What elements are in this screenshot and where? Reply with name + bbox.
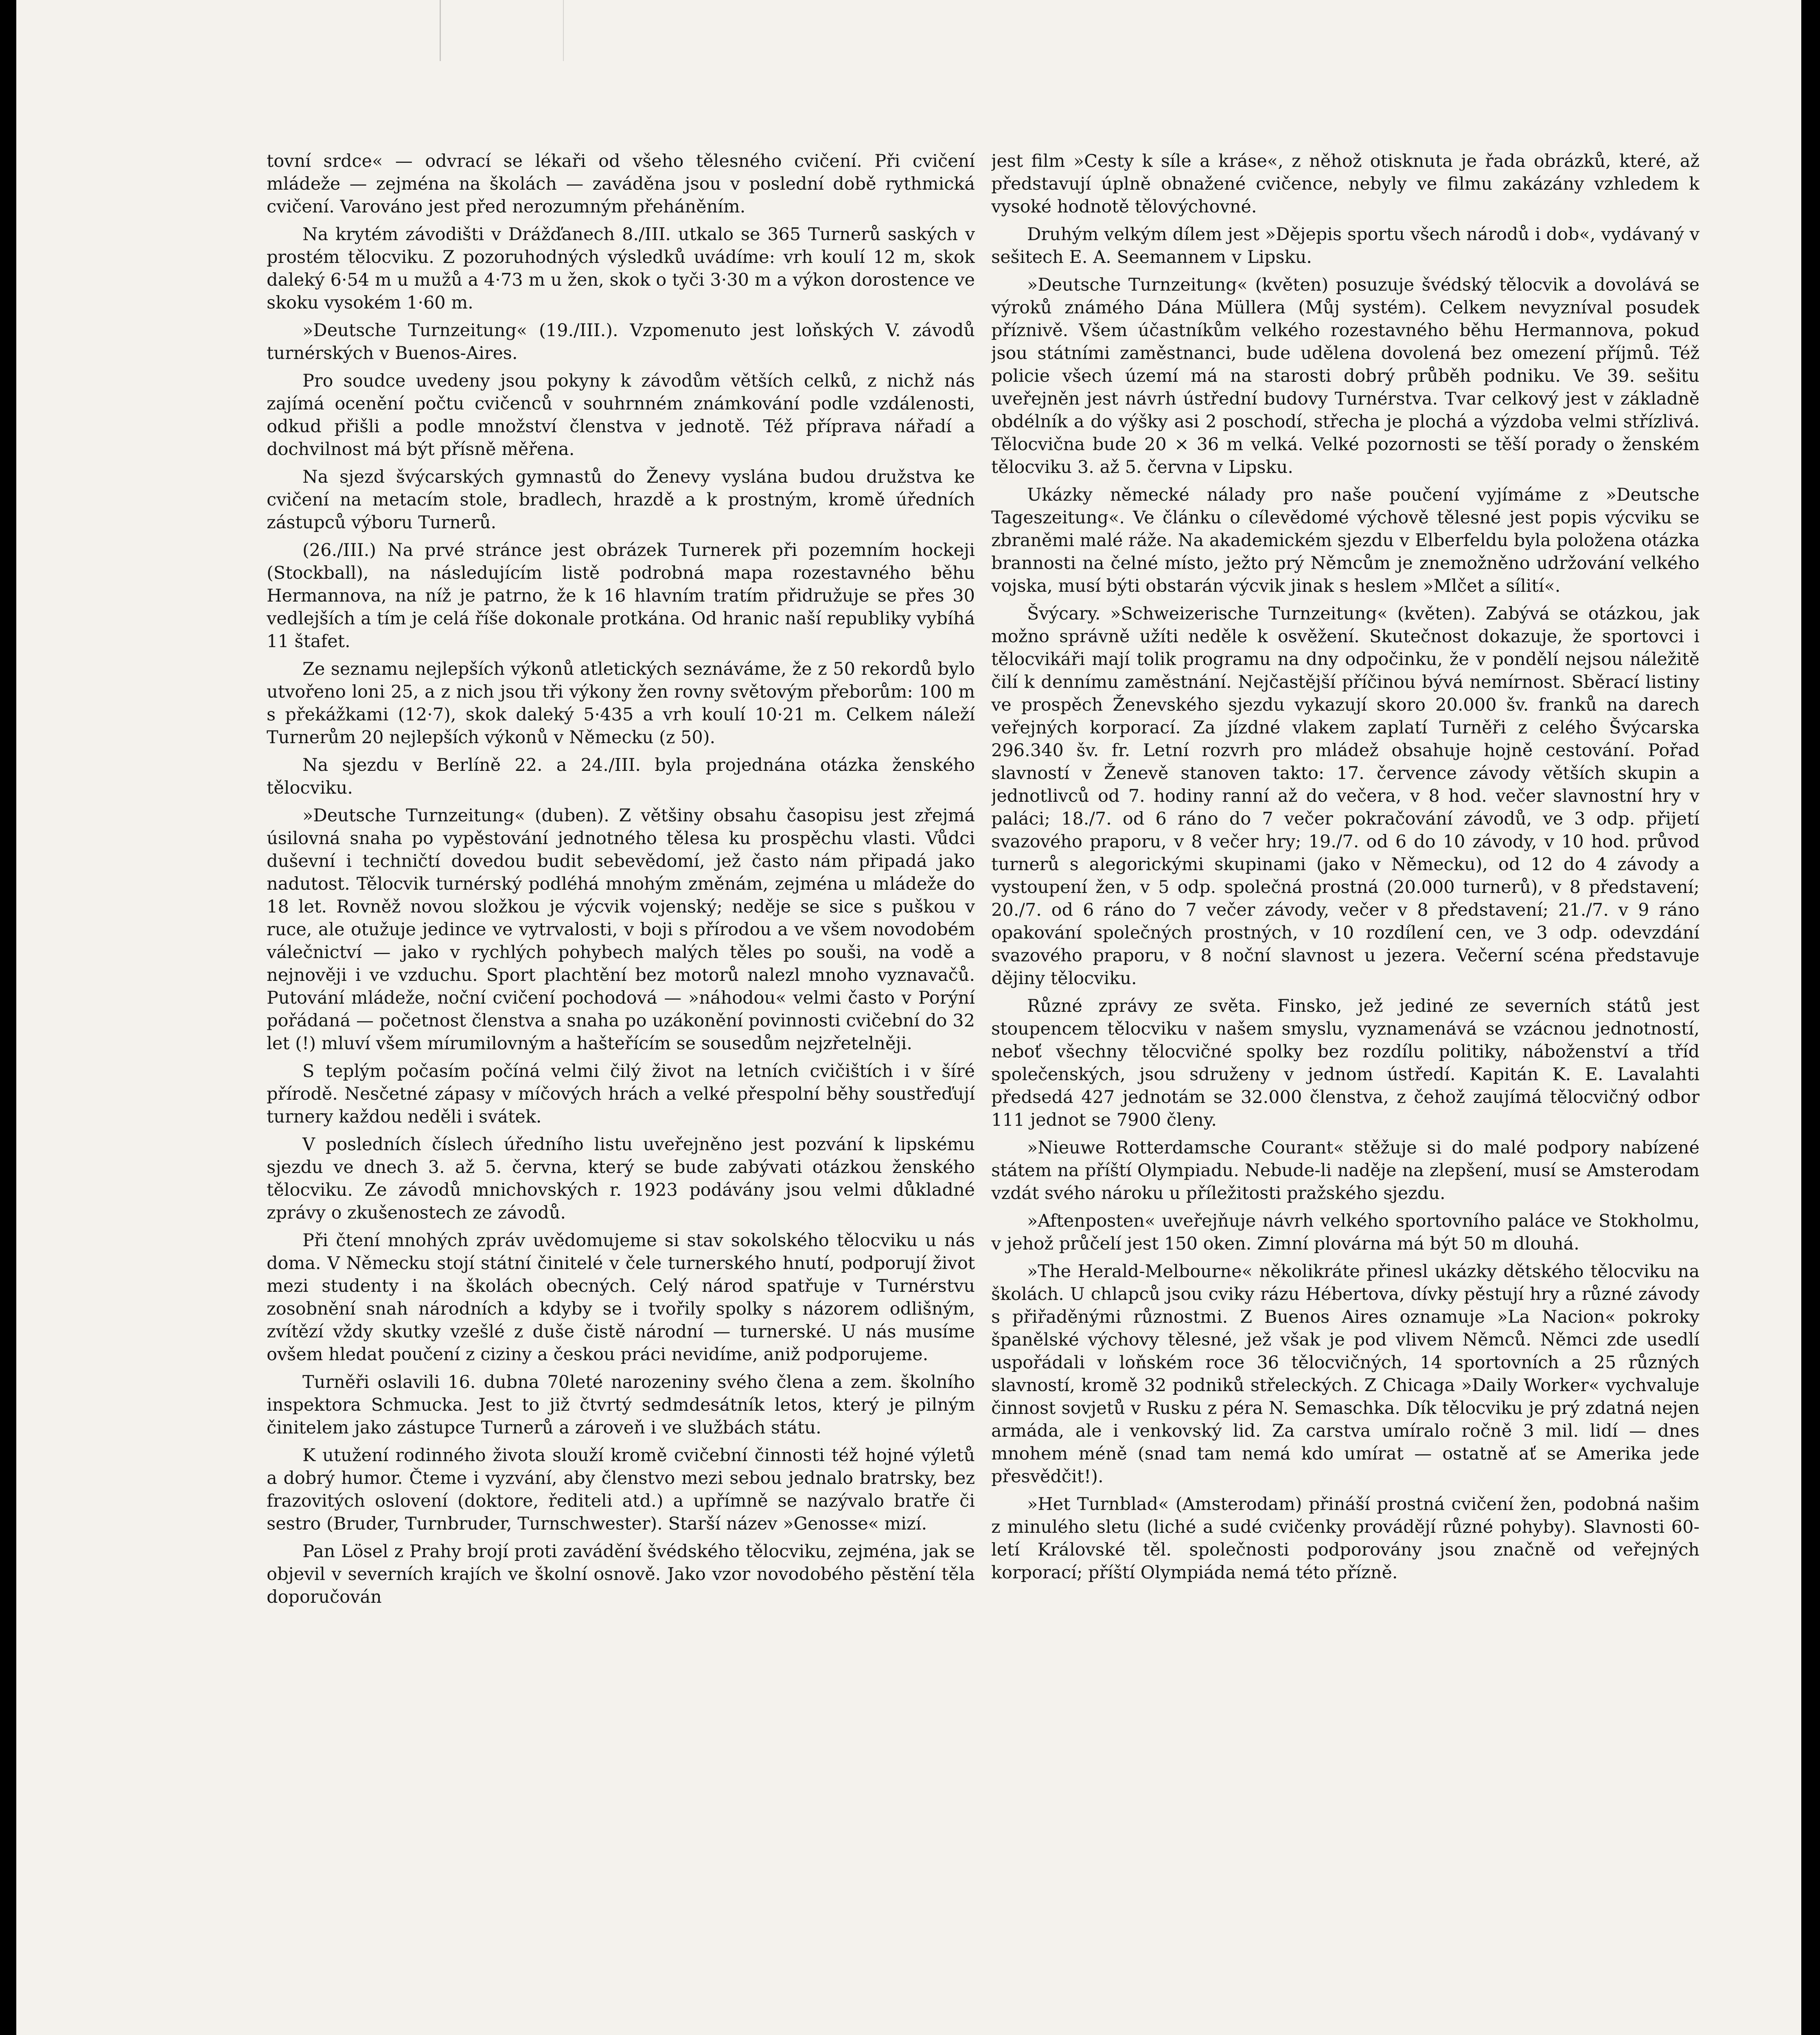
right-paragraph: jest film »Cesty k síle a kráse«, z něhož otisknuta je řada obrázků, které, až představují úplně obnažené cvičence, nebyly ve filmu zakázány vzhledem k vysoké hodnotě tělovýchovné. <box>991 151 1700 217</box>
left-paragraph: »Deutsche Turnzeitung« (19./III.). Vzpomenuto jest loňských V. závodů turnérských v Buenos-Aires. <box>267 320 975 363</box>
left-column <box>267 150 975 2035</box>
left-paragraph: K utužení rodinného života slouží kromě cvičební činnosti též hojné výletů a dobrý humor. Čteme i vyzvání, aby členstvo mezi sebou jednalo bratrsky, bez frazovitých oslovení (doktore, řediteli atd.) a upřímně se nazývalo bratře či sestro (Bruder, Turnbruder, Turnschwester). Starší název »Genosse« mizí. <box>267 1445 975 1534</box>
right-paragraph: Druhým velkým dílem jest »Dějepis sportu všech národů i dob«, vydávaný v sešitech E. A. Seemannem v Lipsku. <box>991 224 1700 267</box>
right-paragraph: »Nieuwe Rotterdamsche Courant« stěžuje si do malé podpory nabízené státem na příští Olympiadu. Nebude-li naděje na zlepšení, musí se Amsterodam vzdát svého nároku u příležitosti pražského sjezdu. <box>991 1138 1700 1203</box>
left-paragraph: »Deutsche Turnzeitung« (duben). Z většiny obsahu časopisu jest zřejmá úsilovná snaha po vypěstování jednotného tělesa ku prospěchu vlasti. Vůdci duševní i techničtí dovedou budit sebevědomí, jež často nám připadá jako nadutost. Tělocvik turnérský podléhá mnohým změnám, zejména u mládeže do 18 let. Rovněž novou složkou je výcvik vojenský; neděje se sice s puškou v ruce, ale otužuje jedince ve vytrvalosti, v boji s přírodou a ve všem novodobém válečnictví — jako v rychlých pohybech malých těles po souši, na vodě a nejnověji i ve vzduchu. Sport plachtění bez motorů nalezl mnoho vyznavačů. Putování mládeže, noční cvičení pochodová — »náhodou« velmi často v Porýní pořádaná — početnost členstva a snaha po uzákonění povinnosti cvičební do 32 let (!) mluví všem mírumilovným a hašteřícím se sousedům nejzřetelněji. <box>267 805 975 1054</box>
left-paragraph: S teplým počasím počíná velmi čilý život na letních cvičištích i v šíré přírodě. Nesčetné zápasy v míčových hrách a velké přespolní běhy soustřeďují turnery každou neděli i svátek. <box>267 1061 975 1127</box>
left-paragraph: Turněři oslavili 16. dubna 70leté narozeniny svého člena a zem. školního inspektora Schmucka. Jest to již čtvrtý sedmdesátník letos, který je pilným činitelem jako zástupce Turnerů a zároveň i ve službách státu. <box>267 1372 975 1438</box>
left-paragraph: Ze seznamu nejlepších výkonů atletických seznáváme, že z 50 rekordů bylo utvořeno loni 25, a z nich jsou tři výkony žen rovny světovým přeborům: 100 m s překážkami (12·7), skok daleký 5·435 a vrh koulí 10·21 m. Celkem náleží Turnerům 20 nejlepších výkonů v Německu (z 50). <box>267 659 975 748</box>
left-paragraph: Pan Lösel z Prahy brojí proti zavádění švédského tělocviku, zejména, jak se objevil v severních krajích ve školní osnově. Jako vzor novodobého pěstění těla doporučován <box>267 1541 975 1607</box>
right-paragraph: Různé zprávy ze světa. Finsko, jež jediné ze severních států jest stoupencem tělocviku v našem smyslu, vyznamenává se vzácnou jednotností, neboť všechny tělocvičné spolky bez rozdílu politiky, náboženství a tříd společenských, jsou sdruženy v jednom ústředí. Kapitán K. E. Lavalahti předsedá 427 jednotám se 32.000 členstva, z čehož zaujímá tělocvičný odbor 111 jednot se 7900 členy. <box>991 996 1700 1130</box>
left-paragraph: V posledních číslech úředního listu uveřejněno jest pozvání k lipskému sjezdu ve dnech 3. až 5. června, který se bude zabývati otázkou ženského tělocviku. Ze závodů mnichovských r. 1923 podávány jsou velmi důkladné zprávy o zkušenostech ze závodů. <box>267 1134 975 1223</box>
right-paragraph: Ukázky německé nálady pro naše poučení vyjímáme z »Deutsche Tageszeitung«. Ve článku o cílevědomé výchově tělesné jest popis výcviku se zbraněmi malé ráže. Na akademickém sjezdu v Elberfeldu byla položena otázka brannosti na čelné místo, ježto prý Němcům je znemožněno udržování velkého vojska, musí býti obstarán výcvik jinak s heslem »Mlčet a sílití«. <box>991 485 1700 596</box>
left-paragraph: Na sjezdu v Berlíně 22. a 24./III. byla projednána otázka ženského tělocviku. <box>267 755 975 798</box>
left-paragraph: tovní srdce« — odvrací se lékaři od všeho tělesného cvičení. Při cvičení mládeže — zejména na školách — zaváděna jsou v poslední době rythmická cvičení. Varováno jest před nerozumným přeháněním. <box>267 151 975 217</box>
right-paragraph: »The Herald-Melbourne« několikráte přinesl ukázky dětského tělocviku na školách. U chlapců jsou cviky rázu Hébertova, dívky pěstují hry a různé závody s přiřaděnými různostmi. Z Buenos Aires oznamuje »La Nacion« pokroky španělské výchovy tělesné, jež však je pod vlivem Němců. Němci zde usedlí uspořádali v loňském roce 36 tělocvičných, 14 sportovních a 25 různých slavností, kromě 32 podniků střeleckých. Z Chicaga »Daily Worker« vychvaluje činnost sovjetů v Rusku z péra N. Semaschka. Dík tělocviku je prý zdatná nejen armáda, ale i venkovský lid. Za carstva umíralo ročně 3 mil. lidí — dnes mnohem méně (snad tam nemá kdo umírat — ostatně ať se Amerika jede přesvědčit!). <box>991 1261 1700 1487</box>
right-column <box>991 150 1700 2035</box>
scanned-page <box>16 0 1801 2035</box>
left-paragraph: Na sjezd švýcarských gymnastů do Ženevy vyslána budou družstva ke cvičení na metacím stole, bradlech, hrazdě a k prostným, kromě úředních zástupců výboru Turnerů. <box>267 467 975 533</box>
right-paragraph: »Deutsche Turnzeitung« (květen) posuzuje švédský tělocvik a dovolává se výroků známého Dána Müllera (Můj systém). Celkem nevyzníval posudek příznivě. Všem účastníkům velkého rozestavného běhu Hermannova, pokud jsou státními zaměstnanci, bude udělena dovolená bez omezení příjmů. Též policie všech území má na starosti dobrý průběh podniku. Ve 39. sešitu uveřejněn jest návrh ústřední budovy Turnérstva. Tvar celkový jest v základně obdélník a do výšky asi 2 poschodí, střecha je plochá a výzdoba velmi střízlivá. Tělocvična bude 20 × 36 m velká. Velké pozornosti se těší porady o ženském tělocviku 3. až 5. června v Lipsku. <box>991 275 1700 477</box>
right-paragraph: Švýcary. »Schweizerische Turnzeitung« (květen). Zabývá se otázkou, jak možno správně užíti neděle k osvěžení. Skutečnost dokazuje, že sportovci i tělocvikáři mají tolik programu na dny odpočinku, že v pondělí nejsou náležitě čilí k dennímu zaměstnání. Nejčastější příčinou bývá nemírnost. Sběrací listiny ve prospěch Ženevského sjezdu vykazují skoro 20.000 šv. franků na darech veřejných korporací. Za jízdné vlakem zaplatí Turněři z celého Švýcarska 296.340 šv. fr. Letní rozvrh pro mládež obsahuje hojně cestování. Pořad slavností v Ženevě stanoven takto: 17. července závody větších skupin a jednotlivců od 7. hodiny ranní až do večera, v 8 hod. večer slavnostní hry v paláci; 18./7. od 6 ráno do 7 večer pokračování závodů, ve 3 odp. přijetí svazového praporu, v 8 večer hry; 19./7. od 6 do 10 závody, v 10 hod. průvod turnerů s alegorickými skupinami (jako v Německu), od 12 do 4 závody a vystoupení žen, v 5 odp. společná prostná (20.000 turnerů), v 8 představení; 20./7. od 6 ráno do 7 večer závody, večer v 8 představení; 21./7. v 9 ráno opakování společných prostných, v 10 rozdílení cen, ve 3 odp. odevzdání svazového praporu, v 8 noční slavnost u jezera. Večerní scéna představuje dějiny tělocviku. <box>991 604 1700 989</box>
left-paragraph: Při čtení mnohých zpráv uvědomujeme si stav sokolského tělocviku u nás doma. V Německu stojí státní činitelé v čele turnerského hnutí, podporují život mezi studenty i na školách obecných. Celý národ spatřuje v Turnérstvu zosobnění snah národních a kdyby se i tvořily spolky s názorem odlišným, zvítězí vždy skutky vzešlé z duše čistě národní — turnerské. U nás musíme ovšem hledat poučení z ciziny a českou práci nevidíme, aniž podporujeme. <box>267 1230 975 1365</box>
left-paragraph: (26./III.) Na prvé stránce jest obrázek Turnerek při pozemním hockeji (Stockball), na následujícím listě podrobná mapa rozestavného běhu Hermannova, na níž je patrno, že k 16 hlavním tratím přidružuje se přes 30 vedlejších a tím je celá říše dokonale protkána. Od hranic naší republiky vybíhá 11 štafet. <box>267 540 975 652</box>
scan-artifact <box>440 0 564 61</box>
left-paragraph: Pro soudce uvedeny jsou pokyny k závodům větších celků, z nichž nás zajímá ocenění počtu cvičenců v souhrnném známkování podle vzdálenosti, odkud přišli a podle množství členstva v jednotě. Též příprava nářadí a dochvilnost má být přísně měřena. <box>267 371 975 460</box>
left-paragraph: Na krytém závodišti v Drážďanech 8./III. utkalo se 365 Turnerů saských v prostém tělocviku. Z pozoruhodných výsledků uvádíme: vrh koulí 12 m, skok daleký 6·54 m u mužů a 4·73 m u žen, skok o tyči 3·30 m a výkon dorostence ve skoku vysokém 1·60 m. <box>267 224 975 313</box>
right-paragraph: »Het Turnblad« (Amsterodam) přináší prostná cvičení žen, podobná našim z minulého sletu (liché a sudé cvičenky provádějí různé pohyby). Slavnosti 60-letí Královské těl. společnosti podporovány jsou značně od veřejných korporací; příští Olympiáda nemá této přízně. <box>991 1494 1700 1583</box>
right-paragraph: »Aftenposten« uveřejňuje návrh velkého sportovního paláce ve Stokholmu, v jehož průčelí jest 150 oken. Zimní plovárna má být 50 m dlouhá. <box>991 1211 1700 1254</box>
